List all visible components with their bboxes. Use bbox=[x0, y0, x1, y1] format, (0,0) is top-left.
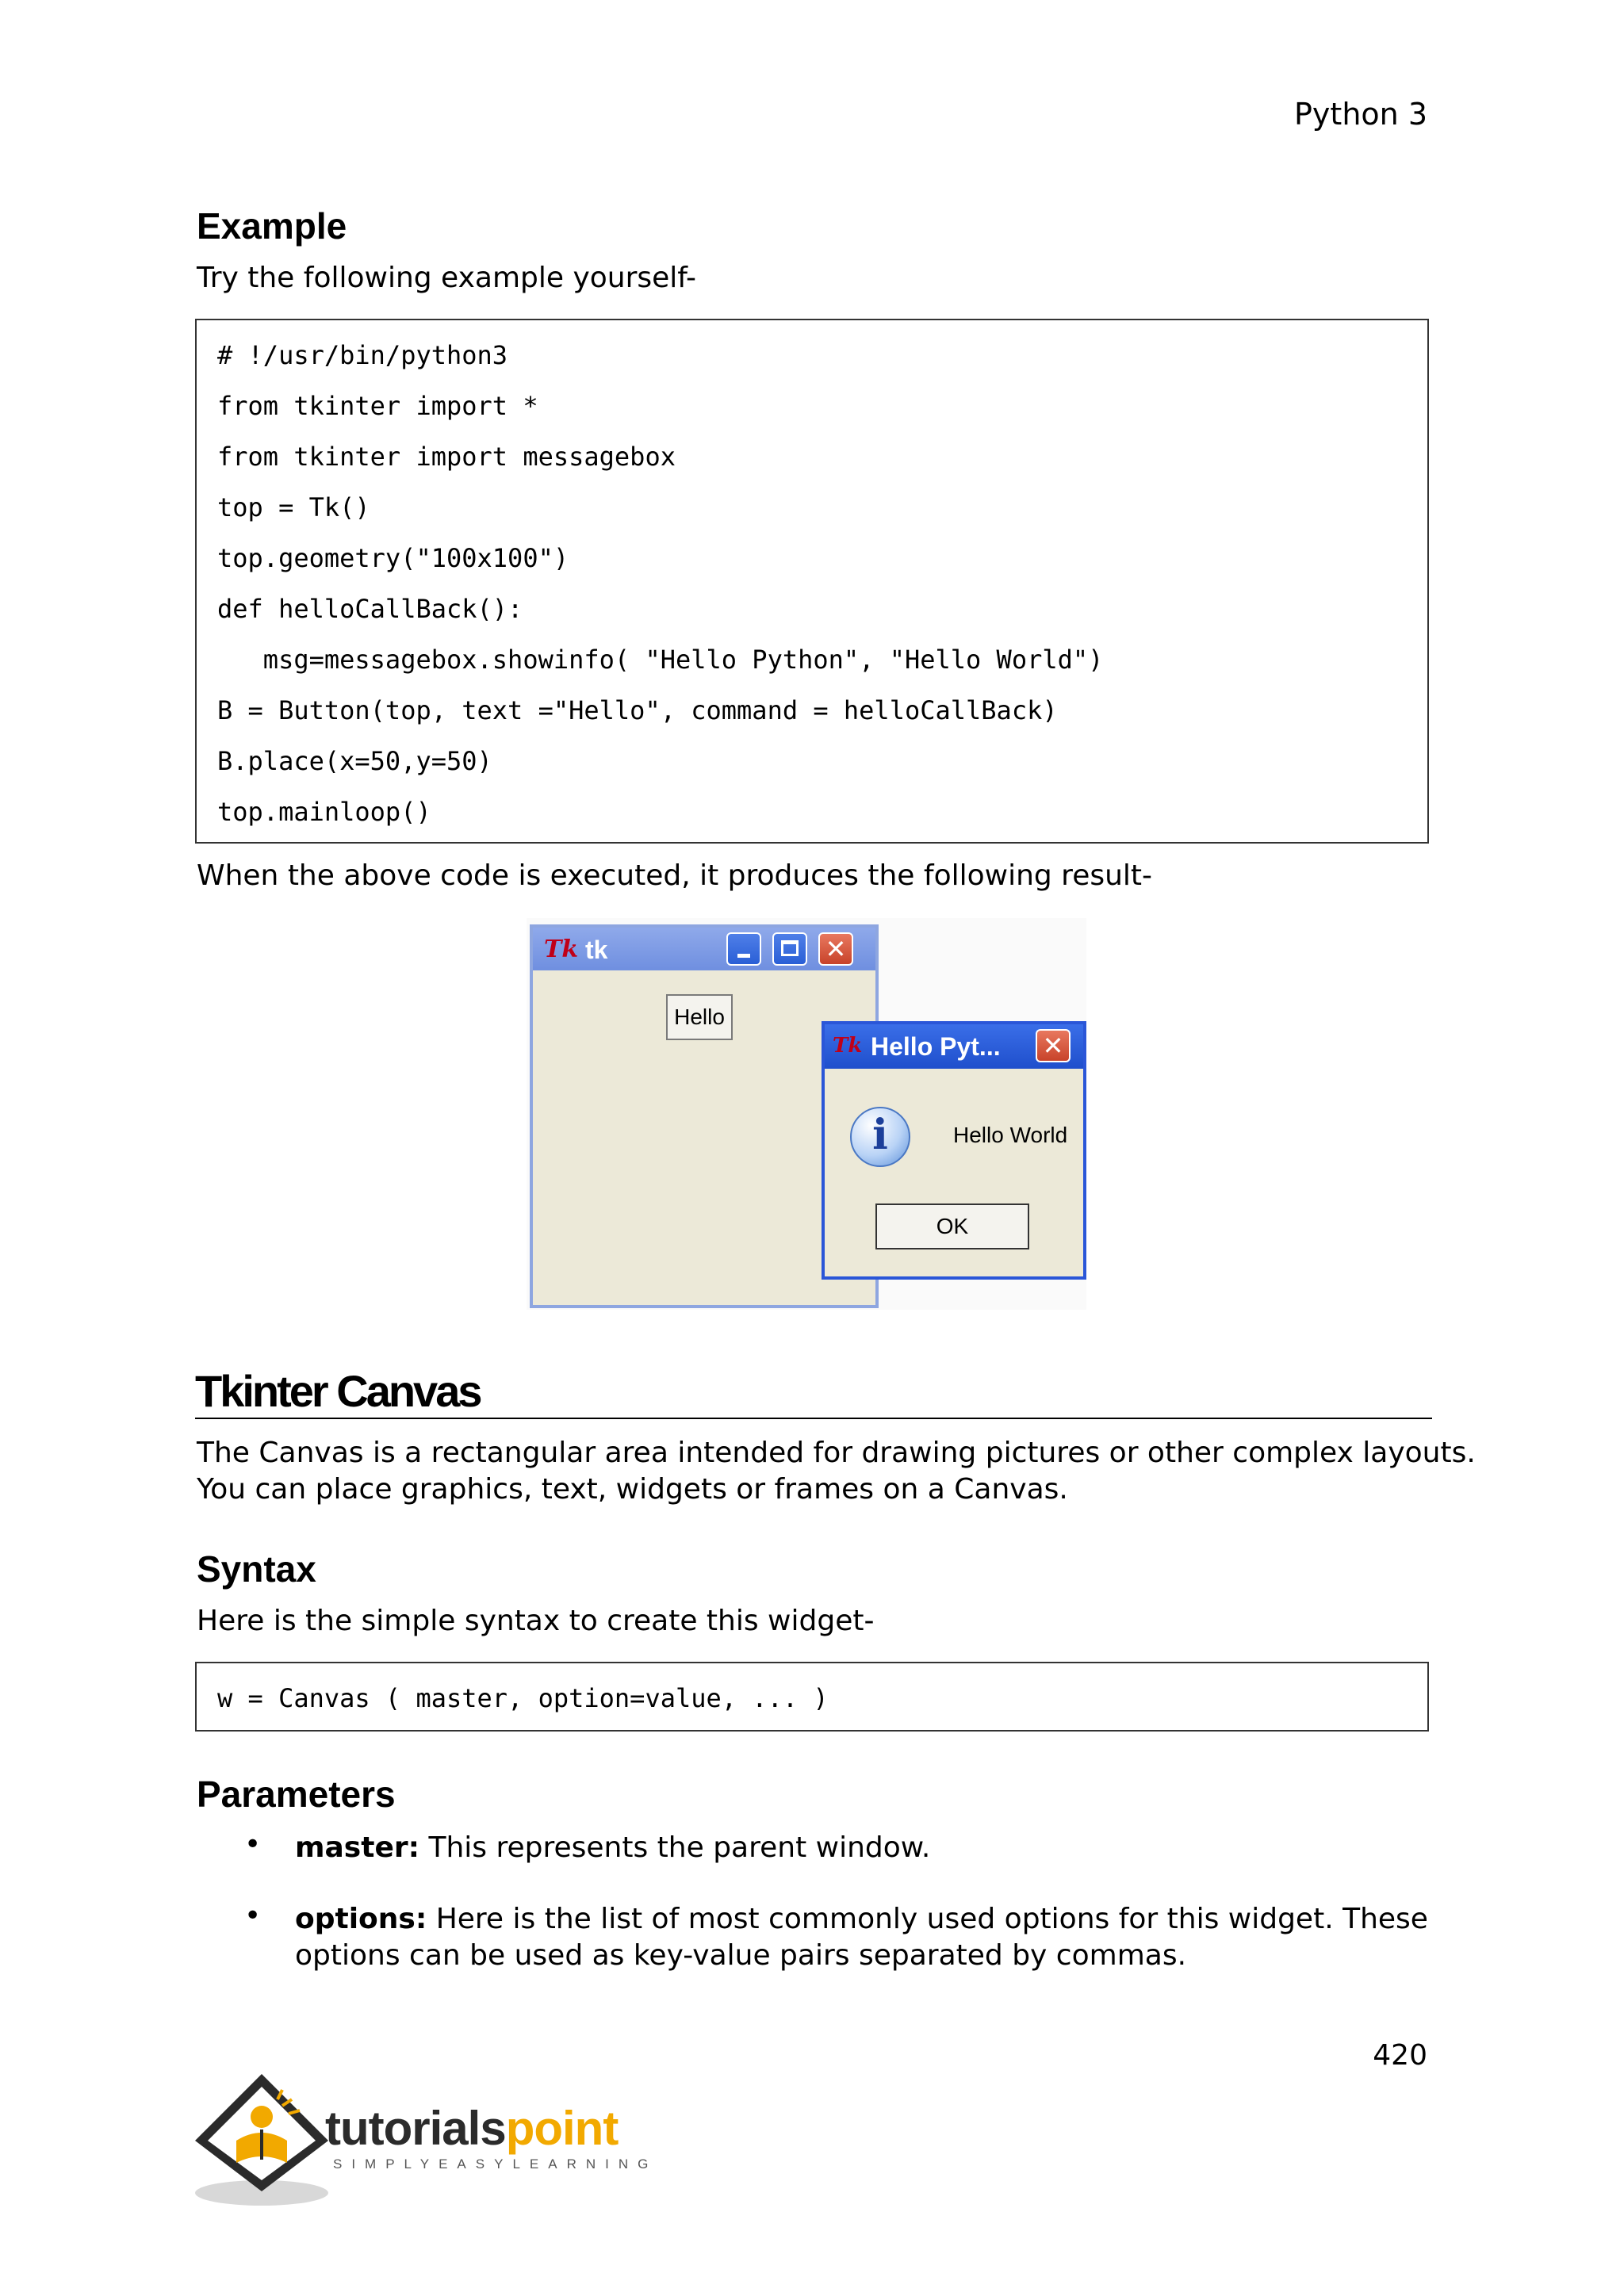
minimize-icon bbox=[737, 954, 750, 958]
param-name: master: bbox=[295, 1831, 420, 1864]
bullet-icon: • bbox=[244, 1900, 262, 1932]
syntax-code-block bbox=[195, 1662, 1429, 1732]
code-line: B = Button(top, text ="Hello", command = helloCallBack) bbox=[217, 695, 1058, 725]
param-text: Here is the list of most commonly used options for this widget. These bbox=[427, 1903, 1428, 1935]
code-line: B.place(x=50,y=50) bbox=[217, 746, 492, 776]
running-header: Python 3 bbox=[1294, 97, 1427, 132]
code-line: def helloCallBack(): bbox=[217, 594, 523, 624]
example-heading: Example bbox=[197, 205, 347, 247]
close-icon: ✕ bbox=[825, 934, 847, 964]
dialog-close-button[interactable] bbox=[1036, 1029, 1071, 1062]
maximize-icon bbox=[781, 940, 799, 956]
section-title: Tkinter Canvas bbox=[195, 1366, 481, 1416]
hello-button[interactable]: Hello bbox=[666, 994, 733, 1040]
code-line: from tkinter import * bbox=[217, 391, 538, 421]
maximize-button[interactable] bbox=[772, 932, 807, 966]
logo-tagline: SIMPLYEASYLEARNING bbox=[333, 2156, 658, 2172]
example-intro: Try the following example yourself- bbox=[197, 262, 696, 294]
code-line: top.geometry("100x100") bbox=[217, 543, 569, 573]
bullet-icon: • bbox=[244, 1828, 262, 1861]
ok-button[interactable]: OK bbox=[875, 1203, 1029, 1249]
result-intro: When the above code is executed, it produces the following result- bbox=[197, 859, 1153, 892]
tk-logo-icon: Tk bbox=[833, 1034, 863, 1058]
dialog-message: Hello World bbox=[953, 1123, 1068, 1147]
code-line: from tkinter import messagebox bbox=[217, 442, 676, 472]
page-number: 420 bbox=[1373, 2039, 1427, 2072]
dialog-titlebar bbox=[825, 1024, 1083, 1069]
code-line: top.mainloop() bbox=[217, 797, 431, 827]
result-screenshot bbox=[527, 918, 1086, 1310]
tk-window-titlebar bbox=[533, 928, 875, 970]
syntax-code-line: w = Canvas ( master, option=value, ... ) bbox=[217, 1683, 829, 1713]
info-icon: i bbox=[850, 1107, 910, 1167]
section-divider bbox=[195, 1418, 1432, 1419]
parameters-heading: Parameters bbox=[197, 1774, 396, 1815]
canvas-description-1: The Canvas is a rectangular area intended for drawing pictures or other complex layouts. bbox=[197, 1437, 1476, 1469]
canvas-description-2: You can place graphics, text, widgets or frames on a Canvas. bbox=[197, 1473, 1068, 1506]
code-line: # !/usr/bin/python3 bbox=[217, 340, 508, 370]
tk-window-title: tk bbox=[585, 936, 608, 964]
close-icon: ✕ bbox=[1042, 1031, 1064, 1061]
code-block bbox=[195, 319, 1429, 844]
syntax-heading: Syntax bbox=[197, 1548, 316, 1590]
param-name: options: bbox=[295, 1903, 427, 1935]
code-line: top = Tk() bbox=[217, 492, 370, 522]
param-options-continued: options can be used as key-value pairs separated by commas. bbox=[295, 1939, 1187, 1972]
code-line: msg=messagebox.showinfo( "Hello Python", "Hello World") bbox=[217, 645, 1104, 675]
logo-wordmark: tutorialspoint bbox=[325, 2102, 619, 2155]
syntax-intro: Here is the simple syntax to create this widget- bbox=[197, 1605, 875, 1637]
tk-logo-icon: Tk bbox=[544, 936, 579, 963]
minimize-button[interactable] bbox=[726, 932, 761, 966]
hello-dialog bbox=[822, 1021, 1086, 1280]
tutorialspoint-logo bbox=[195, 2074, 687, 2209]
dialog-title: Hello Pyt... bbox=[871, 1032, 1001, 1061]
param-options bbox=[295, 1901, 1429, 1938]
close-button[interactable] bbox=[818, 932, 853, 966]
param-master bbox=[295, 1830, 930, 1866]
param-text: This represents the parent window. bbox=[419, 1831, 931, 1864]
